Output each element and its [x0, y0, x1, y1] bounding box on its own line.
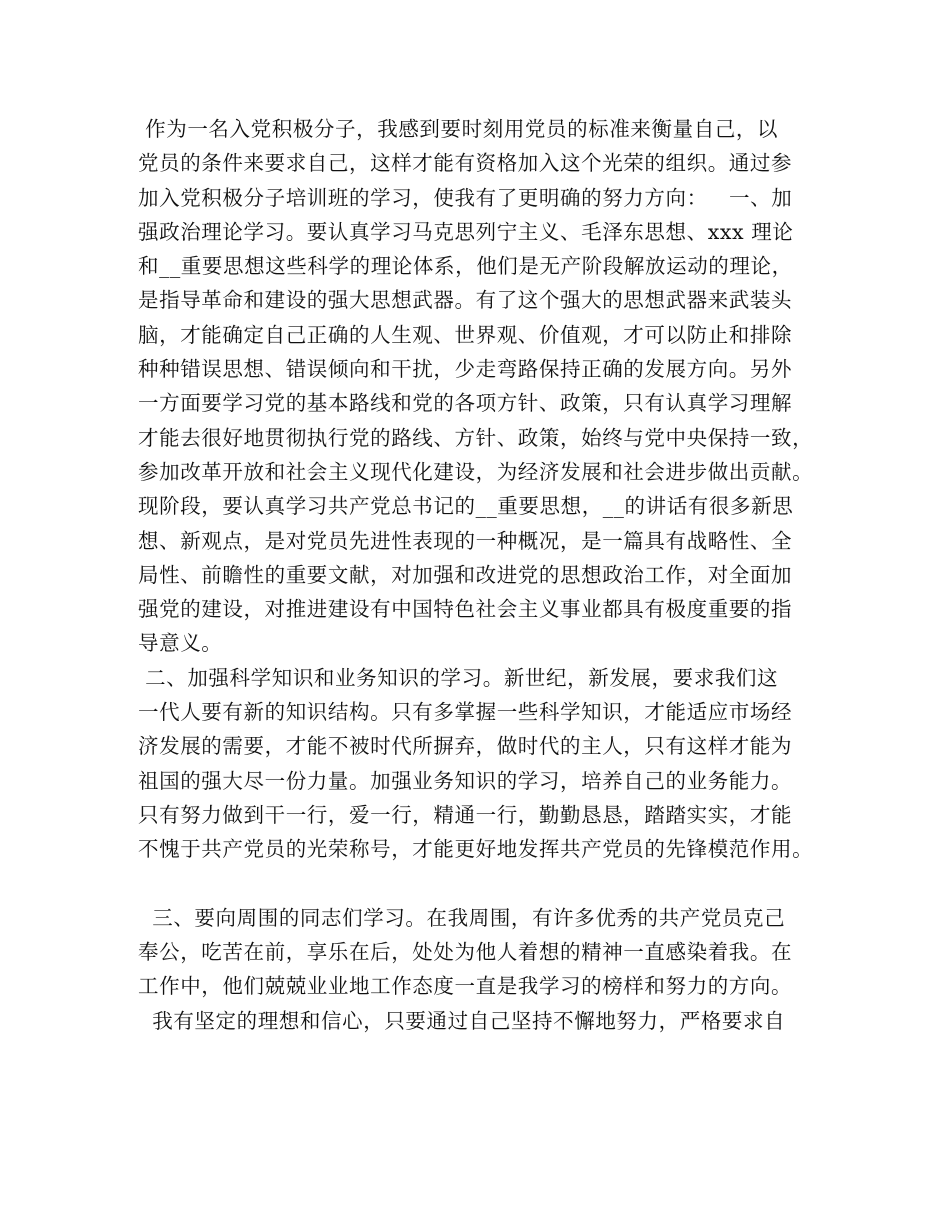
text-line: 二、加强科学知识和业务知识的学习。新世纪，新发展，要求我们这 [138, 665, 779, 690]
document-body [138, 112, 838, 1038]
text-line: 作为一名入党积极分子，我感到要时刻用党员的标准来衡量自己，以 [138, 117, 779, 141]
text-line: 党员的条件来要求自己，这样才能有资格加入这个光荣的组织。通过参 [138, 151, 793, 176]
text-line: 我有坚定的理想和信心，只要通过自己坚持不懈地努力，严格要求自 [138, 1008, 786, 1033]
paragraph-gap [138, 867, 838, 901]
text-line: 工作中，他们兢兢业业地工作态度一直是我学习的榜样和努力的方向。 [138, 974, 793, 999]
text-line: 祖国的强大尽一份力量。加强业务知识的学习，培养自己的业务能力。 [138, 768, 793, 793]
text-line: 现阶段，要认真学习共产党总书记的__重要思想，__的讲话有很多新思 [138, 494, 794, 519]
text-line: 不愧于共产党员的光荣称号，才能更好地发挥共产党员的先锋模范作用。 [138, 837, 814, 862]
text-line: 参加改革开放和社会主义现代化建设，为经济发展和社会进步做出贡献。 [138, 459, 814, 484]
text-line: 奉公，吃苦在前，享乐在后，处处为他人着想的精神一直感染着我。在 [138, 940, 793, 965]
text-line: 一方面要学习党的基本路线和党的各项方针、政策，只有认真学习理解 [138, 391, 793, 416]
text-line: 想、新观点，是对党员先进性表现的一种概况，是一篇具有战略性、全 [138, 528, 793, 553]
text-line: 和__重要思想这些科学的理论体系，他们是无产阶段解放运动的理论， [138, 254, 793, 279]
text-line: 加入党积极分子培训班的学习，使我有了更明确的努力方向： 一、加 [138, 185, 793, 210]
text-line: 是指导革命和建设的强大思想武器。有了这个强大的思想武器来武装头 [138, 288, 793, 313]
text-line: 一代人要有新的知识结构。只有多掌握一些科学知识，才能适应市场经 [138, 700, 793, 725]
text-line: 强党的建设，对推进建设有中国特色社会主义事业都具有极度重要的指 [138, 597, 793, 622]
text-line: 脑，才能确定自己正确的人生观、世界观、价值观，才可以防止和排除 [138, 322, 793, 347]
text-line: 导意义。 [138, 631, 223, 656]
text-line: 种种错误思想、错误倾向和干扰，少走弯路保持正确的发展方向。另外 [138, 357, 793, 382]
text-line: 三、要向周围的同志们学习。在我周围，有许多优秀的共产党员克己 [138, 905, 786, 930]
text-line: 局性、前瞻性的重要文献，对加强和改进党的思想政治工作，对全面加 [138, 562, 793, 587]
text-line: 才能去很好地贯彻执行党的路线、方针、政策，始终与党中央保持一致， [138, 425, 814, 450]
text-line: 只有努力做到干一行，爱一行，精通一行，勤勤恳恳，踏踏实实，才能 [138, 802, 793, 827]
text-line: 强政治理论学习。要认真学习马克思列宁主义、毛泽东思想、xxx 理论 [138, 219, 794, 244]
text-line: 济发展的需要，才能不被时代所摒弃，做时代的主人，只有这样才能为 [138, 734, 793, 759]
